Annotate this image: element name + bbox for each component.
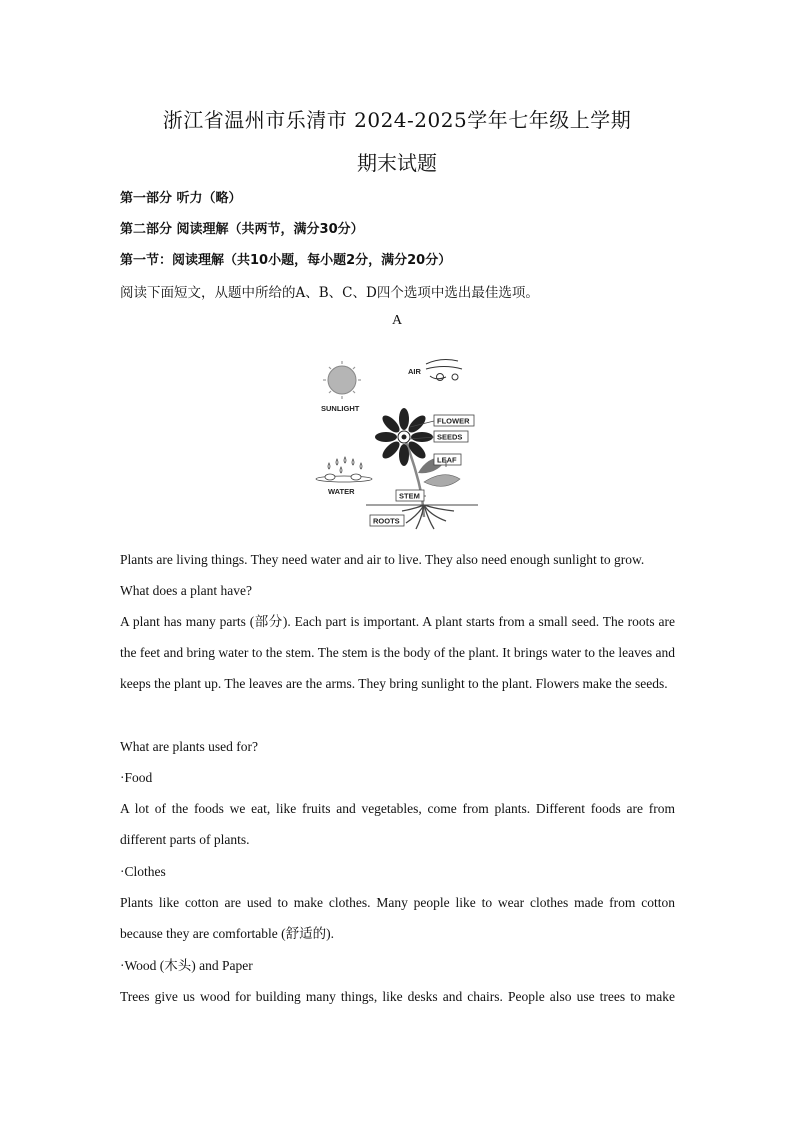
- food-heading: ·Food: [120, 770, 153, 785]
- part2-heading: 第二部分 阅读理解（共两节，满分30分）: [120, 222, 364, 237]
- seeds-label: SEEDS: [437, 432, 463, 442]
- water-icon: [316, 457, 372, 482]
- water-label: WATER: [328, 487, 355, 496]
- air-label: AIR: [408, 367, 421, 376]
- passage-label: A: [391, 313, 403, 328]
- stem-label: STEM: [399, 491, 420, 501]
- intro-paragraph: Plants are living things. They need water and air to live. They also need enough sunlight to grow.: [120, 552, 645, 567]
- plant-parts-figure: [306, 347, 492, 533]
- section1-heading: 第一节：阅读理解（共10小题，每小题2分，满分20分）: [120, 253, 452, 268]
- question-plants-used-for: What are plants used for?: [120, 739, 258, 754]
- clothes-paragraph: Plants like cotton are used to make clothes. Many people like to wear clothes made from cotton because they are comfortable (舒适的).: [120, 895, 675, 942]
- instruction-text: 阅读下面短文，从题中所给的A、B、C、D四个选项中选出最佳选项。: [120, 285, 539, 301]
- plant-parts-paragraph: A plant has many parts (部分). Each part is important. A plant starts from a small seed. The roots are the feet and bring water to the stem. The stem is the body of the plant. It brings water to the leaves and keeps the plant up. The leaves are the arms. They bring sunlight to the plant. Flowers make the seeds.: [120, 614, 675, 692]
- food-paragraph: A lot of the foods we eat, like fruits and vegetables, come from plants. Different foods are from different parts of plants.: [120, 801, 675, 848]
- part1-heading: 第一部分 听力（略）: [120, 191, 242, 206]
- wood-paper-heading: ·Wood (木头) and Paper: [120, 958, 253, 973]
- sunlight-label: SUNLIGHT: [321, 404, 360, 413]
- page-subtitle: 期末试题: [357, 151, 437, 175]
- flower-label: FLOWER: [437, 416, 470, 426]
- sun-icon: [323, 361, 361, 399]
- leaf-label: LEAF: [437, 455, 457, 465]
- page-title: 浙江省温州市乐清市 2024-2025学年七年级上学期: [162, 108, 632, 132]
- air-icon: [426, 360, 462, 381]
- question-what-plant-has: What does a plant have?: [120, 583, 252, 598]
- roots-label: ROOTS: [373, 516, 400, 526]
- wood-paper-paragraph: Trees give us wood for building many things, like desks and chairs. People also use trees to make: [120, 989, 675, 1004]
- clothes-heading: ·Clothes: [120, 864, 166, 879]
